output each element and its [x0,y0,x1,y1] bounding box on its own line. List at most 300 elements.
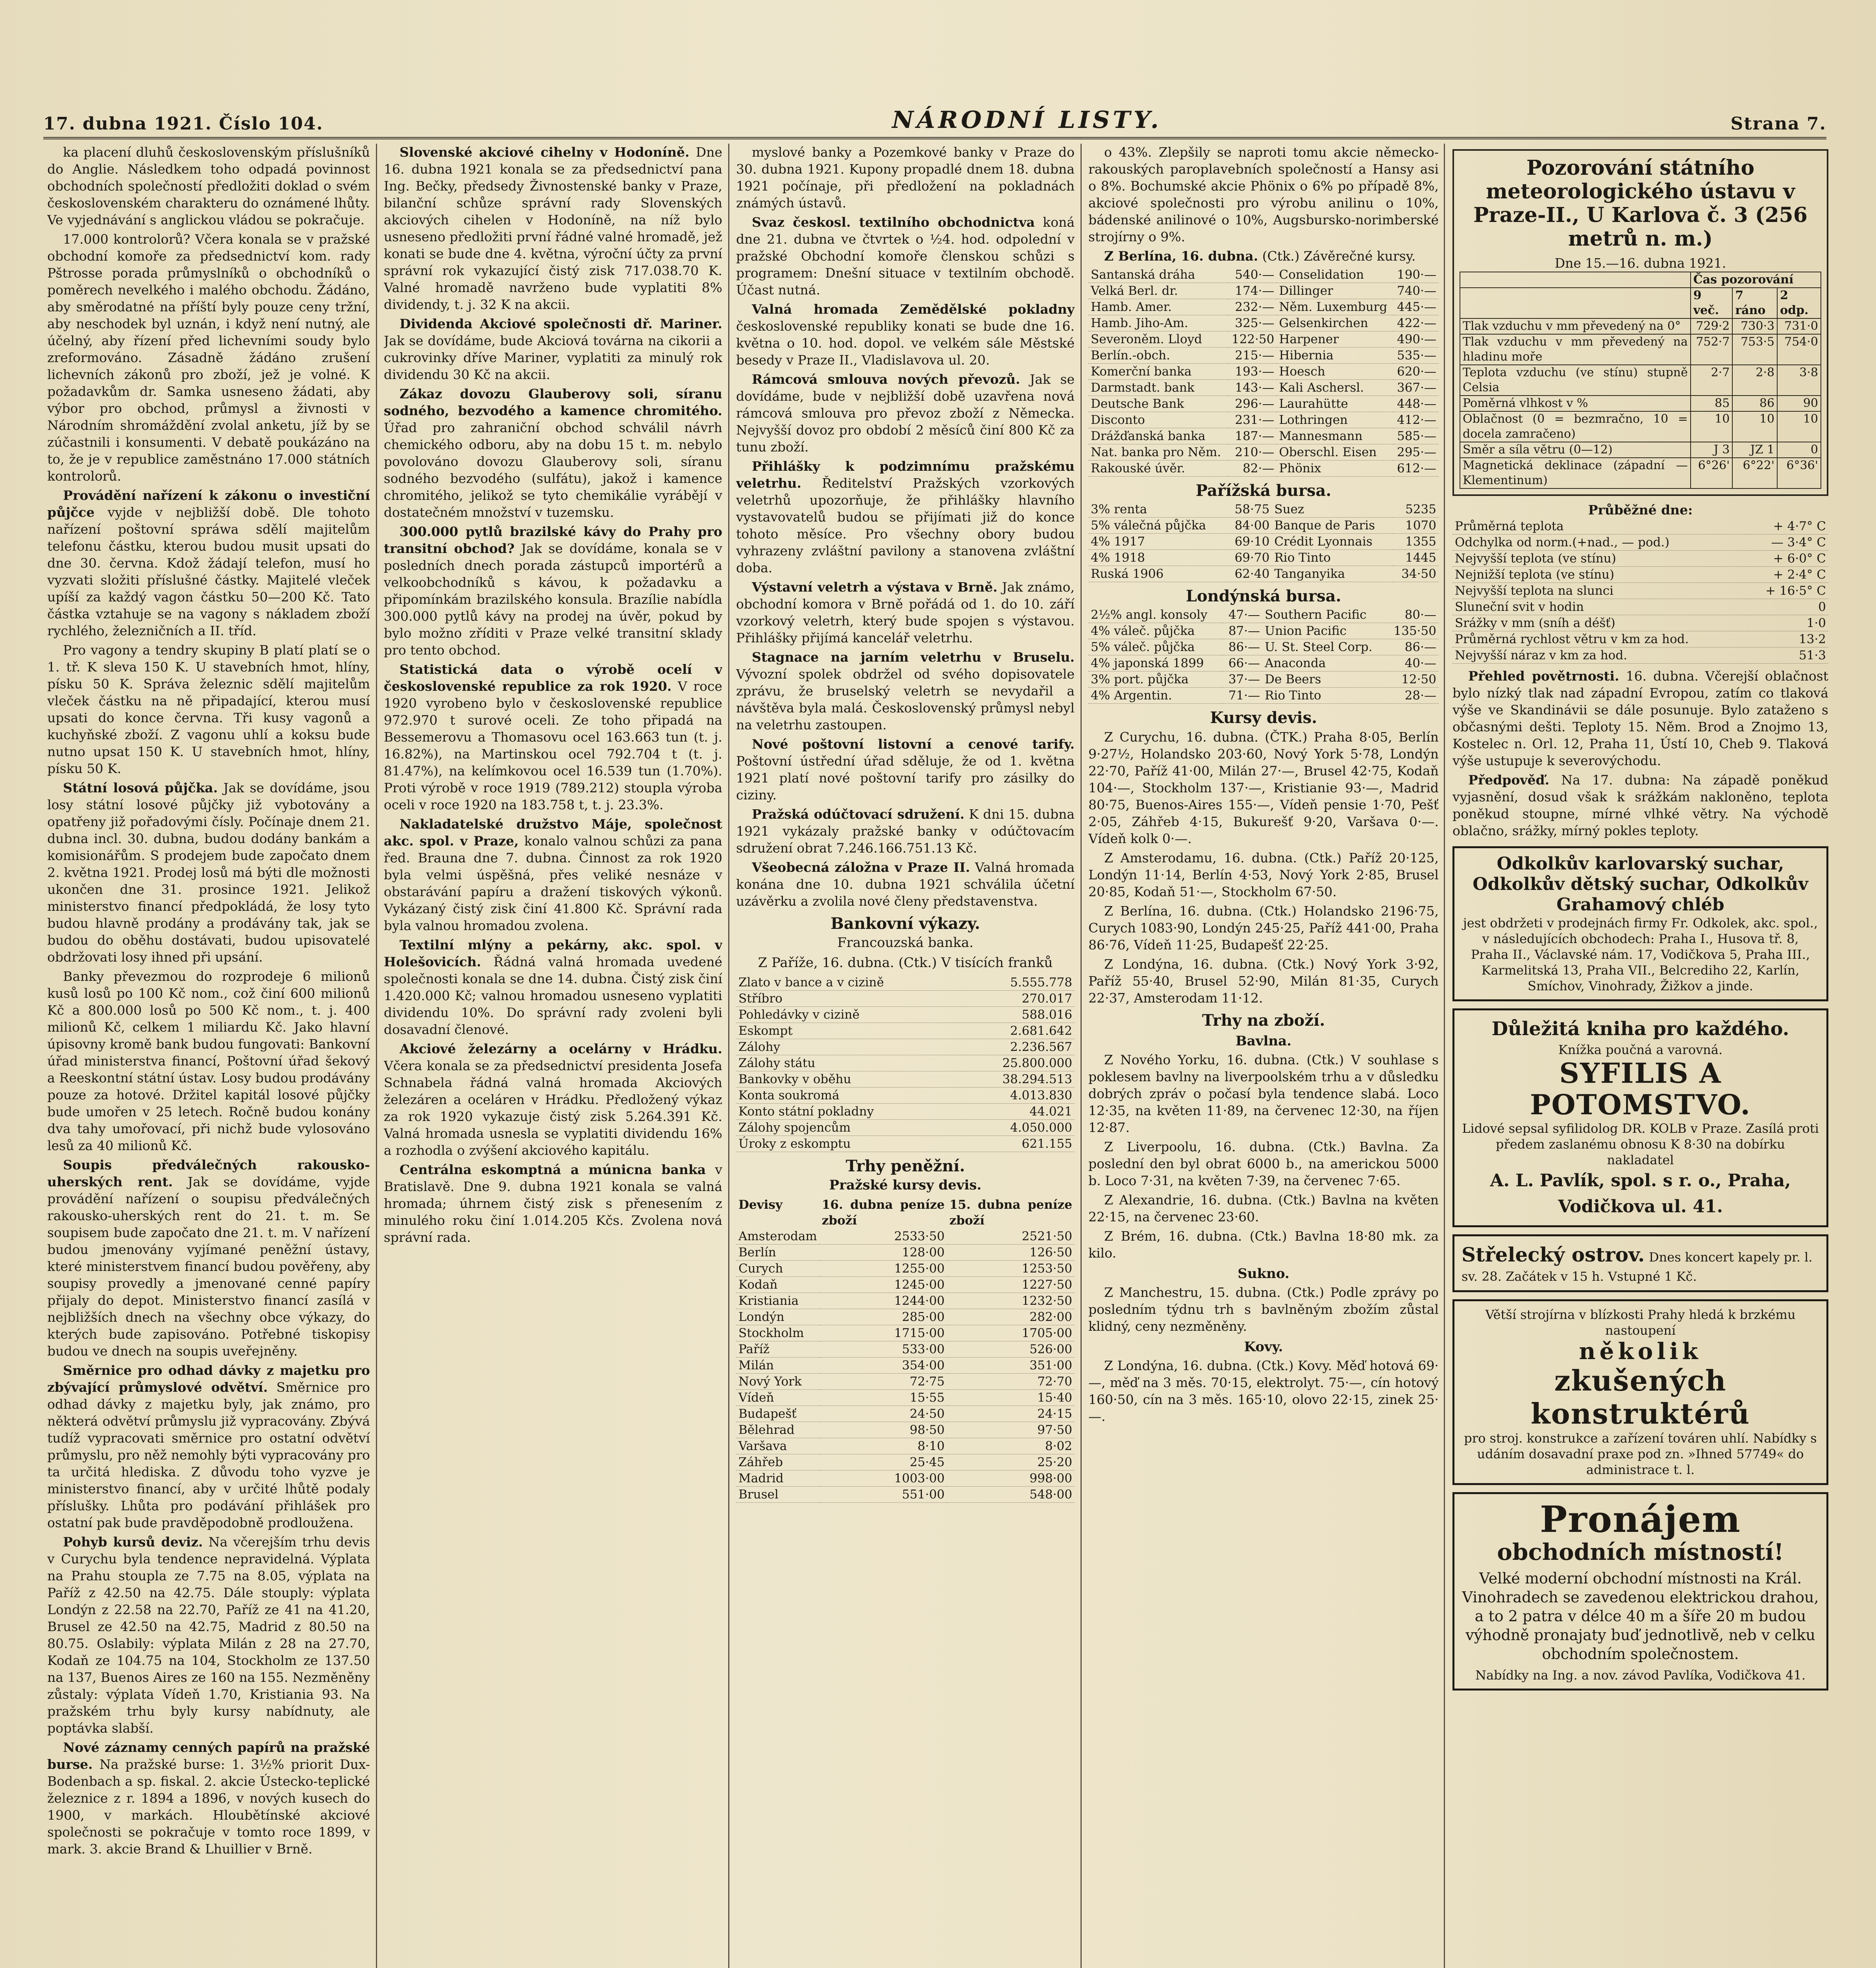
table-cell: 66·— [1222,655,1262,671]
table-cell: Kali Aschersl. [1277,380,1393,396]
table-cell: 1253·50 [947,1261,1075,1277]
article-heading: 300.000 pytlů brazilské kávy do Prahy pro transitní obchod? [384,524,722,556]
table-cell: Hoesch [1277,364,1393,380]
article-paragraph [736,859,1075,910]
commodity-paragraph: Z Brém, 16. dubna. (Ctk.) Bavlna 18·80 mk. za kilo. [1088,1228,1439,1261]
meteo-group-header [1460,272,1821,288]
table-cell: Úroky z eskomptu [736,1136,962,1152]
column-rule [1444,144,1445,1968]
table-cell: Conselidation [1277,267,1393,283]
commodity-heading: Bavlna. [1235,1033,1292,1049]
article-text: ka placení dluhů československým příslušníků do Anglie. Následkem toho odpadá povinnost obchodních společností předložiti doklad o svém československém charakteru do oznámené lhůty. Ve vyjednávání s anglickou vládou se pokračuje. [47,144,370,228]
table-cell: Budapešť [736,1406,820,1422]
meteo-avg-row [1452,518,1828,535]
table-cell: 612·— [1393,461,1439,477]
table-cell: Nejvyšší teplota na slunci [1452,583,1748,599]
prague-fx-row [736,1422,1075,1438]
book-ad-subheading: Knížka poučná a varovná. [1558,1042,1723,1057]
table-cell: 551·00 [820,1487,947,1503]
berlin-quote-row [1088,380,1439,396]
fx-rates-paragraph: Z Berlína, 16. dubna. (Ctk.) Holandsko 2196·75, Curych 1083·90, Londýn 245·25, Paříž 441·00, Praha 86·76, Vídeň 11·25, Budapešť 22·25. [1088,903,1439,953]
bank-report-row [736,1120,1075,1136]
table-cell: Záhřeb [736,1454,820,1470]
article-heading: Soupis předválečných rakousko-uherských rent. [47,1157,370,1189]
table-cell: Poměrná vlhkost v % [1460,396,1691,411]
table-cell: 24·15 [947,1406,1075,1422]
article-text: Dne 16. dubna 1921 konala se za předsednictví pana Ing. Bečky, předsedy Živnostenské banky v Praze, bilanční schůze správní rady Slovenských akciových cihelen v Hodoníně, na níž bylo usneseno předložiti první řádné valné hromadě, jež konati se bude dne 4. května, výroční účty za první správní rok vykazující čistý zisk 717.038.70 K. Valné hromadě navrženo bude vyplatiti 8% dividendy, t. j. 32 K na akcii. [384,144,722,312]
table-header-cell: 7 ráno [1732,288,1777,318]
table-cell: 2·7 [1691,365,1732,396]
table-cell: 2.681.642 [962,1023,1075,1039]
table-cell: 2½% angl. konsoly [1088,607,1222,623]
prague-fx-row [736,1228,1075,1245]
table-cell: 174·— [1228,283,1277,299]
article-heading: Nakladatelské družstvo Máje, společnost akc. spol. v Praze, [384,816,722,849]
meteo-header [1460,288,1821,318]
article-paragraph [47,144,370,228]
table-cell: 296·— [1228,396,1277,412]
article-paragraph [384,523,722,658]
article-paragraph [47,487,370,639]
article-heading: Svaz českosl. textilního obchodnictva [752,215,1035,230]
table-cell: Ruská 1906 [1088,566,1227,582]
table-cell: 84·00 [1227,518,1272,534]
table-cell: 5% váleč. půjčka [1088,639,1222,655]
table-cell: Tlak vzduchu v mm převedený na 0° [1460,318,1691,334]
commodity-paragraph: Z Manchestru, 15. dubna. (Ctk.) Podle zprávy po posledním týdnu trh s bavlněným zbožím zůstal klidný, ceny nezměněny. [1088,1285,1439,1334]
table-cell: Varšava [736,1438,820,1454]
table-cell: Deutsche Bank [1088,396,1228,412]
prague-fx-row [736,1470,1075,1487]
table-cell: 540·— [1228,267,1277,283]
article-heading: Centrálna eskomptná a múnicna banka [400,1162,706,1177]
table-cell: 58·75 [1227,501,1272,518]
article-text: československé republiky konati se bude dne 16. května o 10. hod. dopol. ve velkém sále Městské besedy v Praze II., Vladislavova ul. 20. [736,318,1075,368]
table-cell: 98·50 [820,1422,947,1438]
jobs-ad-count: několik [1579,1338,1702,1365]
article-text: Vývozní spolek obdržel od svého dopisovatele zprávu, že bruselský veletrh se nevydařil a návštěva byla malá. Československý průmysl nebyl na veletrhu zastoupen. [736,666,1075,732]
article-text: (Ctk.) Závěrečné kursy. [1262,248,1416,264]
table-cell: 97·50 [947,1422,1075,1438]
article-paragraph [736,736,1075,803]
table-cell: 15·40 [947,1390,1075,1406]
prague-fx-row [736,1374,1075,1390]
article-text: Ředitelství Pražských vzorkových veletrhů upozorňuje, že přihlášky hlavního vystavovatelů budou se přijímati již do konce tohoto měsíce. Pro všechny obory budou vyhrazeny zvláštní pavilony a stanovena zvláštní doba. [736,475,1075,575]
table-cell: Stockholm [736,1325,820,1341]
table-header-cell: Čas pozorování [1691,272,1821,288]
paris-bourse-table [1088,501,1439,582]
prague-fx-row [736,1358,1075,1374]
article-heading: Pražská odúčtovací sdružení. [752,806,965,822]
article-text: 17.000 kontrolorů? Včera konala se v pražské obchodní komoře za předsednictví kom. rady Pštrosse porada průmyslníků o obchodníků o poměrech nevelkého i malého obchodu. Žádáno, aby směrodatné na příští byly pouze ceny tržní, aby neschodek byl uznán, i když není nutný, ale účelný, aby řízení před lichevními soudy bylo zreformováno. Zásadně žádáno zrušení lichevních zákonů pro zboží, jež je volné. K požadavkům dr. Samka usneseno žádati, aby výbor pro obchod, průmysl a živnosti v Národním shromáždění zvolal anketu, jíž by se zúčastnili i konsumenti. V debatě poukázáno na to, že je v republice zaměstnáno 17.000 státních kontrolorů. [47,231,370,484]
jobs-ad-text: pro stroj. konstrukce a zařízení továren uhlí. Nabídky s udáním dosavadní praxe pod zn. »Ihned 57749« do administrace t. l. [1464,1431,1817,1477]
table-cell: 2·8 [1732,365,1777,396]
article-paragraph [736,458,1075,576]
article-heading: Státní losová půjčka. [63,780,218,795]
table-cell: 740·— [1393,283,1439,299]
table-cell: 752·7 [1691,334,1732,365]
table-cell: 422·— [1393,315,1439,331]
article-paragraph [736,806,1075,856]
article-paragraph [47,1739,370,1857]
berlin-quote-row [1088,331,1439,348]
bread-ad-heading: Odkolkův karlovarský suchar, Odkolkův dětský suchar, Odkolkův Grahamový chléb [1473,854,1808,915]
bank-report-title: Bankovní výkazy. [830,914,981,933]
column-4 [1088,144,1439,1968]
berlin-quote-row [1088,364,1439,380]
article-text: Jak se dovídáme, bude v nejbližší době uzavřena nová rámcová smlouva pro převoz zboží z Německa. Nejvyšší dovoz pro období 2 měsíců činí 800 Kč za tunu zboží. [736,372,1075,455]
table-cell: Paříž [736,1341,820,1358]
table-cell: 13·2 [1748,631,1828,647]
paris-bourse-row [1088,534,1439,550]
prague-fx-row [736,1487,1075,1503]
table-cell: 4% japonská 1899 [1088,655,1222,671]
table-cell: 135·50 [1386,623,1439,639]
table-cell: Kodaň [736,1277,820,1293]
table-cell: + 6·0° C [1748,551,1828,567]
fx-rates-paragraph: Z Curychu, 16. dubna. (ČTK.) Praha 8·05, Berlín 9·27½, Holandsko 203·60, Nový York 5·78, Londýn 22·70, Paříž 41·00, Milán 27·—, Brusel 42·75, Kodaň 104·—, Stockholm 137·—, Kristianie 93·—, Madrid 80·75, Buenos-Aires 155·—, Vídeň pensie 1·70, Pešť 2·05, Záhřeb 4·15, Bukurešť 9·20, Varšava 0·—. Vídeň kolk 0·—. [1088,729,1439,846]
book-ad-text: Lidové sepsal syfilidolog DR. KOLB v Praze. Zasílá proti předem zaslanému obnosu K 8·30 na dobírku nakladatel [1462,1121,1819,1167]
outlook-text: Na 17. dubna: Na západě poněkud vyjasnění, dosud však k srážkám nakloněno, teplota poněkud stoupne, mírné vlhké větry. Na východě oblačno, srážky, mírný pokles teploty. [1452,772,1828,838]
table-cell: 72·75 [820,1374,947,1390]
table-cell: 232·— [1228,299,1277,315]
table-cell: Berlín.-obch. [1088,348,1228,364]
fx-rates-paragraph: Z Londýna, 16. dubna. (Ctk.) Nový York 3·92, Paříž 55·40, Brusel 52·90, Milán 81·35, Curych 22·37, Amsterodam 11·12. [1088,956,1439,1006]
table-cell: 34·50 [1393,566,1439,582]
prague-fx-row [736,1309,1075,1325]
table-cell: Eskompt [736,1023,962,1039]
table-cell: 1705·00 [947,1325,1075,1341]
meteo-row [1460,318,1821,334]
berlin-quote-row [1088,461,1439,477]
article-text: Jak se dovídáme, bude Akciová továrna na cikorii a cukrovinky dříve Mariner, vyplatiti za minulý rok dividendu 30 Kč na akcii. [384,333,722,382]
table-cell: Bělehrad [736,1422,820,1438]
column-rule [1080,144,1082,1968]
table-cell: 85 [1691,396,1732,411]
table-cell: JZ 1 [1732,442,1777,458]
table-cell: 86·— [1386,639,1439,655]
bread-ad-text: jest obdržeti v prodejnách firmy Fr. Odkolek, akc. spol., v následujících obchodech: Praha I., Husova tř. 8, Praha II., Václavské nám. 17, Vodičkova 5, Praha III., Karmelitská 13, Praha VII., Belcrediho 22, Karlín, Smíchov, Vinohrady, Žižkov a jinde. [1463,916,1818,993]
article-paragraph [384,1040,722,1159]
table-cell: 585·— [1393,428,1439,444]
issue-date: 17. dubna 1921. Číslo 104. [43,114,324,134]
table-cell: 5% válečná půjčka [1088,518,1227,534]
commodity-heading: Sukno. [1238,1266,1290,1282]
table-cell: 2.236.567 [962,1039,1075,1055]
table-cell: 412·— [1393,412,1439,428]
table-cell: 448·— [1393,396,1439,412]
book-ad-publisher: A. L. Pavlík, spol. s r. o., Praha, Vodičkova ul. 41. [1490,1171,1791,1217]
table-cell: 620·— [1393,364,1439,380]
table-cell: 126·50 [947,1245,1075,1261]
table-cell: 231·— [1228,412,1277,428]
table-cell: 12·50 [1386,671,1439,688]
article-text: o 43%. Zlepšily se naproti tomu akcie německo-rakouských paroplavebních společností a Hansy asi o 8%. Bochumské akcie Phönix o 6% po případě 8%, akciové společnosti pro výrobu anilinu o 10%, bádenské anilinové o 10%, Augsbursko-norimberské strojírny o 9%. [1088,144,1439,244]
table-cell: 6°36' [1777,458,1821,488]
berlin-quotes-table [1088,267,1439,477]
book-ad [1452,1008,1828,1227]
article-heading: Valná hromada Zemědělské pokladny [752,301,1075,317]
article-paragraph [47,1362,370,1531]
table-cell: 354·00 [820,1358,947,1374]
table-cell: 87·— [1222,623,1262,639]
bank-report-row [736,1071,1075,1088]
table-cell: Teplota vzduchu (ve stínu) stupně Celsia [1460,365,1691,396]
table-header-cell: 16. dubna peníze zboží [821,1198,945,1228]
table-cell: 62·40 [1227,566,1272,582]
berlin-quote-row [1088,444,1439,461]
table-cell: Rakouské úvěr. [1088,461,1228,477]
table-cell: 82·— [1228,461,1277,477]
table-cell: Zálohy [736,1039,962,1055]
table-cell: 69·70 [1227,550,1272,566]
table-cell: 51·3 [1748,647,1828,664]
meteo-avg-row [1452,615,1828,631]
table-cell: 10 [1777,411,1821,442]
bank-report-dateline: Z Paříže, 16. dubna. (Ctk.) V tisících franků [758,955,1053,971]
prague-fx-row [736,1438,1075,1454]
table-cell: 44.021 [962,1104,1075,1120]
table-cell: 2533·50 [820,1228,947,1245]
table-cell: Milán [736,1358,820,1374]
column-4-articles [1088,144,1439,264]
table-cell: Phönix [1277,461,1393,477]
table-cell: 1445 [1393,550,1439,566]
paris-bourse-row [1088,566,1439,582]
table-cell: Hamb. Amer. [1088,299,1228,315]
table-cell: 90 [1777,396,1821,411]
table-cell: 210·— [1228,444,1277,461]
table-cell: 38.294.513 [962,1071,1075,1088]
table-cell: 621.155 [962,1136,1075,1152]
table-cell: 754·0 [1777,334,1821,365]
article-paragraph [47,1156,370,1359]
berlin-quote-row [1088,299,1439,315]
table-cell: + 16·5° C [1748,583,1828,599]
article-text: myslové banky a Pozemkové banky v Praze do 30. dubna 1921. Kupony propadlé dnem 18. dubna 1921 počínaje, při předložení na pokladnách známých ústavů. [736,144,1075,211]
article-text: koná dne 21. dubna ve čtvrtek o ½4. hod. odpolední v pražské Obchodní komoře členskou schůzi s programem: Dnešní situace v textilním obchodě. Účast nutná. [736,215,1075,298]
article-paragraph [384,385,722,521]
table-cell: 1003·00 [820,1470,947,1487]
bank-report-row [736,1136,1075,1152]
table-cell: 490·— [1393,331,1439,348]
article-paragraph [736,649,1075,733]
article-text: Směrnice pro odhad dávky z majetku byly, jak známo, pro některá odvětví průmyslu již vypracovány. Zbývá tudíž vypracovati směrnice pro ostatní odvětví průmyslu, pro něž nemohly býti vypracovány pro ta určitá hlediska. Z důvodu toho vyzve je ministerstvo financí, aby v určité lhůtě podaly příslušky. Lhůta pro podávání přihlášek pro ostatní pak bude pravděpodobně prodloužena. [47,1380,370,1530]
fx-rates-paragraph: Z Amsterodamu, 16. dubna. (Ctk.) Paříž 20·125, Londýn 11·14, Berlín 4·53, Nový York 2·85, Brusel 20·85, Kodaň 51·—, Stockholm 67·50. [1088,850,1439,899]
bank-report-row [736,1023,1075,1039]
paris-bourse-title: Pařížská bursa. [1195,481,1332,500]
table-cell: Santanská dráha [1088,267,1228,283]
prague-fx-title: Pražské kursy devis. [829,1177,982,1193]
book-ad-heading: Důležitá kniha pro každého. [1491,1018,1789,1040]
table-cell: 526·00 [947,1341,1075,1358]
paris-bourse-row [1088,501,1439,518]
table-cell: 10 [1732,411,1777,442]
fx-rates-text [1088,729,1439,1006]
article-text: Na včerejším trhu devis v Curychu byla tendence nepravidelná. Výplata na Prahu stoupla ze 7.75 na 8.05, výplata na Paříž z 42.50 na 42.75. Dále stouply: výplata Londýn z 22.58 na 22.70, Paříž ze 41 na 41.20, Brusel ze 42.50 na 42.75, Madrid z 80.50 na 80.75. Oslabily: výplata Milán z 28 na 27.70, Kodaň ze 104.75 na 104, Stockholm ze 137.50 na 137, Buenos Aires ze 160 na 155. Nezměněny zůstaly: výplata Vídeň 1.70, Kristiania 93. Na pražském trhu byly kursy nabídnuty, ale poptávka slabší. [47,1534,370,1736]
column-3-articles [736,144,1075,910]
table-cell: 588.016 [962,1007,1075,1023]
article-text: Jak se dovídáme, vyjde provádění nařízení o soupisu předválečných rakousko-uherských rent do 21. t. m. Se soupisem bude započato dne 21. t. m. V nařízení budou jmenovány vyjímané peněžní ústavy, které ministerstvem financí budou pověřeny, aby soupisy provedly a jmenované cenné papíry přijaly do depot. Ministerstvo financí zasílá v nejbližších dnech na všechny obce výkazy, do kterých bude zapisováno. Potřebné tiskopisy budou ve dnech na soupis uveřejněny. [47,1174,370,1359]
page-number: Strana 7. [1730,114,1826,134]
article-heading: Všeobecná záložna v Praze II. [752,860,970,875]
table-cell: 3% renta [1088,501,1227,518]
article-paragraph [47,231,370,485]
table-cell: Hamb. Jiho-Am. [1088,315,1228,331]
bank-report-subtitle: Francouzská banka. [837,935,974,951]
table-cell: Vídeň [736,1390,820,1406]
table-cell: Komerční banka [1088,364,1228,380]
table-cell: 1255·00 [820,1261,947,1277]
table-cell: 4% váleč. půjčka [1088,623,1222,639]
article-paragraph [47,1533,370,1737]
article-heading: Akciové železárny a ocelárny v Hrádku. [400,1041,722,1056]
table-cell: Magnetická deklinace (západní — Klementinum) [1460,458,1691,488]
prague-fx-row [736,1293,1075,1309]
table-cell: Hibernia [1277,348,1393,364]
table-cell: 28·— [1386,688,1439,704]
table-cell: Srážky v mm (sníh a déšť) [1452,615,1748,631]
article-heading: Rámcová smlouva nových převozů. [752,372,1020,387]
table-cell: Oblačnost (0 = bezmračno, 10 = docela zamračeno) [1460,411,1691,442]
table-cell: 0 [1777,442,1821,458]
table-cell: J 3 [1691,442,1732,458]
table-cell: 4% 1918 [1088,550,1227,566]
table-cell: 80·— [1386,607,1439,623]
table-cell: Průměrná rychlost větru v km za hod. [1452,631,1748,647]
table-cell: Disconto [1088,412,1228,428]
table-cell: 25.800.000 [962,1055,1075,1071]
table-cell: 270.017 [962,991,1075,1007]
commodities-text [1088,1033,1439,1425]
prague-fx-row [736,1341,1075,1358]
prague-fx-row [736,1261,1075,1277]
fx-rates-title: Kursy devis. [1210,708,1317,727]
table-cell: 187·— [1228,428,1277,444]
table-cell: 548·00 [947,1487,1075,1503]
meteo-row [1460,458,1821,488]
article-paragraph [47,642,370,777]
table-cell: Konto státní pokladny [736,1104,962,1120]
article-text: K dni 15. dubna 1921 vykázaly pražské banky v odúčtovacím sdružení obrat 7.246.166.751.13 Kč. [736,806,1075,856]
table-cell: Něm. Luxemburg [1277,299,1393,315]
table-cell: 445·— [1393,299,1439,315]
table-cell: Severoněm. Lloyd [1088,331,1228,348]
table-cell: 295·— [1393,444,1439,461]
table-cell: 10 [1691,411,1732,442]
article-paragraph [384,144,722,313]
article-heading: Výstavní veletrh a výstava v Brně. [752,579,997,595]
london-bourse-row [1088,655,1439,671]
prague-fx-row [736,1325,1075,1341]
table-cell: 367·— [1393,380,1439,396]
table-cell: 1227·50 [947,1277,1075,1293]
page-header [43,98,1826,139]
table-cell: Harpener [1277,331,1393,348]
table-cell: 1232·50 [947,1293,1075,1309]
article-paragraph [736,301,1075,368]
london-bourse-table [1088,607,1439,704]
table-cell: 25·20 [947,1454,1075,1470]
table-cell: 86·— [1222,639,1262,655]
column-rule [376,144,377,1968]
article-paragraph [384,1161,722,1246]
article-heading: Slovenské akciové cihelny v Hodoníně. [400,144,690,160]
table-cell: 122·50 [1228,331,1277,348]
table-cell: U. St. Steel Corp. [1262,639,1386,655]
table-cell: Amsterodam [736,1228,820,1245]
table-cell: 8·02 [947,1438,1075,1454]
article-text: Valná hromada konána dne 10. dubna 1921 schválila účetní uzávěrku a zvolila nové členy představenstva. [736,860,1075,909]
table-cell: Nový York [736,1374,820,1390]
table-cell: 24·50 [820,1406,947,1422]
article-heading: Dividenda Akciové společnosti dř. Mariner. [400,316,722,331]
forecast-text: 16. dubna. Včerejší oblačnost bylo nízký tlak nad západní Evropou, zatím co tlaková výše ve Skandinávii se dále posunuje. Bylo zataženo s občasnými dešti. Teploty 15. Něm. Brod a Znojmo 13, Kostelec n. Orl. 12, Praha 11, Ústí 10, Cheb 9. Tlaková výše ustupuje k severovýchodu. [1452,668,1828,768]
table-cell: 72·70 [947,1374,1075,1390]
meteo-avg-row [1452,551,1828,567]
rent-ad [1452,1492,1828,1691]
article-text: Banky převezmou do rozprodeje 6 milionů kusů losů po 100 Kč nom., což činí 600 milionů Kč a 800.000 losů po 500 Kč nom., t. j. 400 milionů Kč, celkem 1 miliardu Kč. Jako hlavní úpisovny kromě bank budou fungovati: Bankovní úřad ministerstva financí, Poštovní úřad šekový a Reeskontní státní ústav. Losy budou prodávány pouze za hotové. Držitel kapitál losové půjčky bude umořen v 25 letech. Ročně budou konány dva tahy umořovací, při nichž bude vylosováno lesů za 40 milionů Kč. [47,969,370,1153]
article-text: Jak se dovídáme, jsou losy státní losové půjčky již vybotovány a opatřeny již pořadovými čísly. Počínaje dnem 21. dubna incl. 30. dubna, budou dodány bankám a komisionářům. S prodejem bude započato dnem 2. května 1921. Prodej losů má býti dle možnosti ukončen dne 31. prosince 1921. Jelikož ministerstvo financí předpokládá, že losy tyto budou hlavně prodány a prodávány tak, jak se budou do oběhu dostávati, budou upisovatelé obdržovati losy ihned při upsání. [47,780,370,965]
article-heading: Provádění nařízení k zákonu o investiční půjčce [47,488,370,520]
prague-fx-row [736,1277,1075,1293]
table-cell: Darmstadt. bank [1088,380,1228,396]
article-heading: Směrnice pro odhad dávky z majetku pro zbývající průmyslové odvětví. [47,1363,370,1395]
table-cell: 6°22' [1732,458,1777,488]
table-cell: Dillinger [1277,283,1393,299]
shooting-island-text: Dnes koncert kapely pr. l. sv. 28. Začátek v 15 h. Vstupné 1 Kč. [1462,1250,1813,1284]
london-bourse-row [1088,607,1439,623]
article-text: Včera konala se za předsednictví presidenta Josefa Schnabela řádná valná hromada Akciových železáren a oceláren v Hrádku. Předložený výkaz za rok 1920 vykazuje čistý zisk 5.264.391 Kč. Valná hromada usnesla se vyplatiti dividendu 16% a rozhodla o zvýšení akciového kapitálu. [384,1058,722,1158]
meteo-avg-row [1452,647,1828,664]
jobs-ad-intro: Větší strojírna v blízkosti Prahy hledá k brzkému nastoupení [1485,1307,1796,1338]
article-paragraph [384,936,722,1038]
outlook-heading: Předpověď. [1468,772,1550,788]
table-cell: 215·— [1228,348,1277,364]
article-paragraph [736,144,1075,211]
berlin-quote-row [1088,348,1439,364]
article-text: Poštovní ústřední úřad sděluje, že od 1. května 1921 platí nové poštovní tarify pro zásilky do ciziny. [736,753,1075,803]
berlin-quote-row [1088,396,1439,412]
table-cell: — 3·4° C [1748,535,1828,551]
table-cell: Stříbro [736,991,962,1007]
table-cell: 15·55 [820,1390,947,1406]
prague-fx-row [736,1406,1075,1422]
article-paragraph [736,579,1075,646]
table-cell: 86 [1732,396,1777,411]
bank-report-row [736,1007,1075,1023]
table-cell: Berlín [736,1245,820,1261]
table-header-cell: Devisy [738,1198,783,1212]
prague-fx-header [736,1197,1075,1228]
table-cell: Madrid [736,1470,820,1487]
meteo-box [1452,149,1828,496]
shooting-island-ad [1452,1234,1828,1292]
table-cell: + 4·7° C [1748,518,1828,535]
prague-fx-row [736,1390,1075,1406]
paris-bourse-row [1088,518,1439,534]
table-cell: 282·00 [947,1309,1075,1325]
table-cell: Zlato v bance a v cizině [736,975,962,991]
meteo-avg-row [1452,567,1828,583]
berlin-quote-row [1088,428,1439,444]
money-market-title: Trhy peněžní. [845,1157,965,1175]
article-text: Řádná valná hromada uvedené společnosti konala se dne 14. dubna. Čistý zisk činí 1.420.000 Kč; valnou hromadou usneseno vyplatiti dividendu 10%. Do správní rady zvoleni byli dosavadní členové. [384,954,722,1037]
table-cell: 8·10 [820,1438,947,1454]
table-cell: Konta soukromá [736,1088,962,1104]
column-2 [384,144,722,1968]
bank-report-row [736,1039,1075,1055]
